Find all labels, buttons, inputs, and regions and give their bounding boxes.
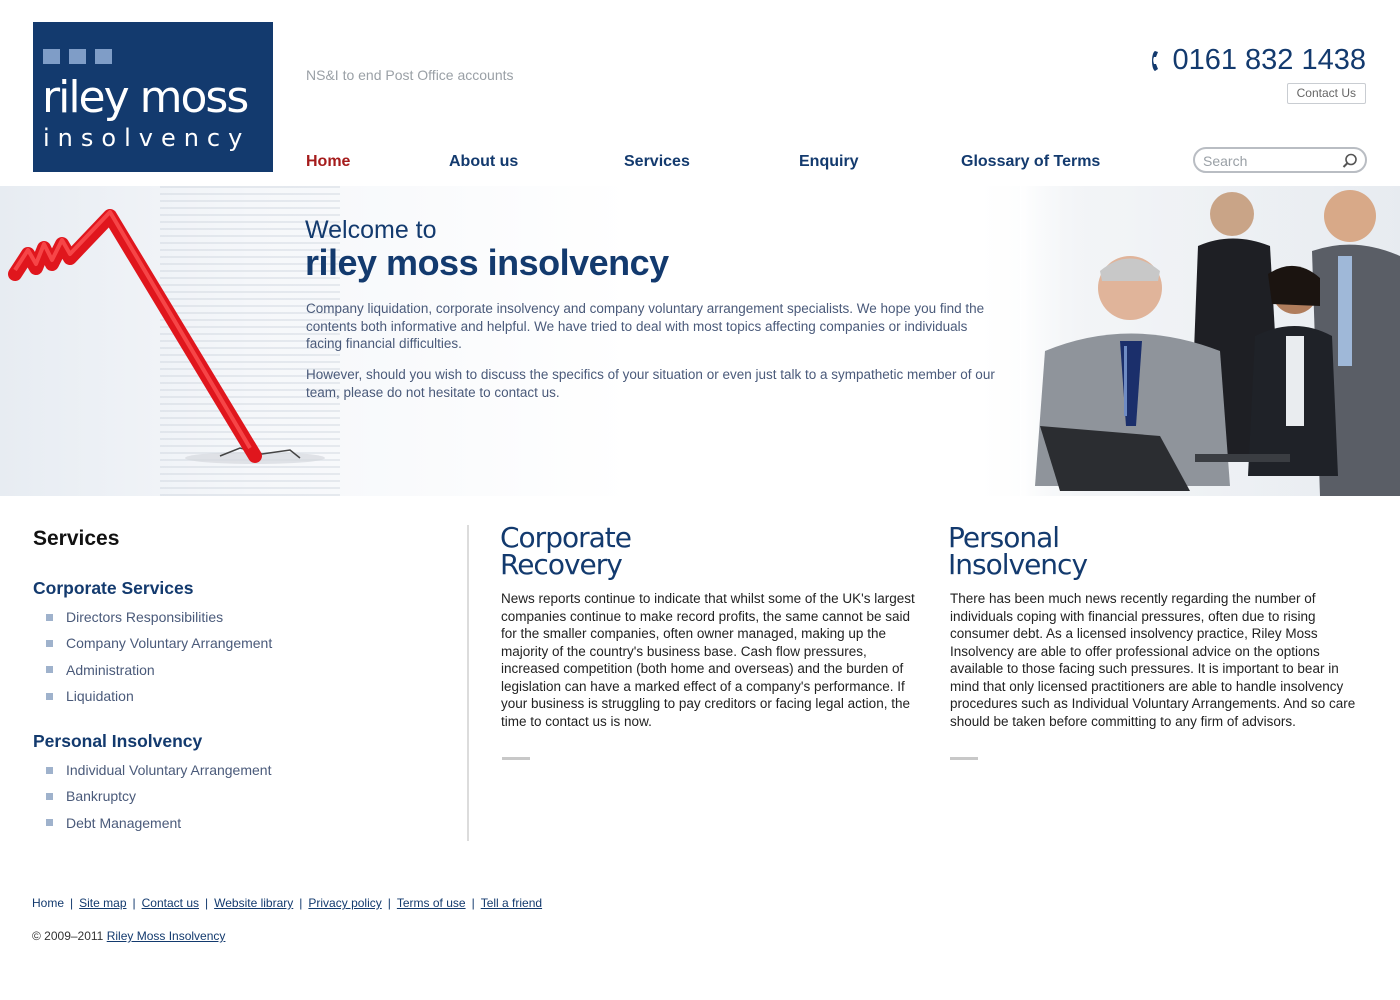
list-item[interactable] xyxy=(46,630,272,656)
personal-insolvency-heading[interactable]: Personal Insolvency xyxy=(33,731,203,751)
column-divider xyxy=(467,525,469,841)
hero-paragraph-contact: However, should you wish to discuss the specifics of your situation or even just talk to a sympathetic member of our team, please do not hesitate to contact us. xyxy=(306,367,995,400)
phone-number-text: 0161 832 1438 xyxy=(1172,44,1366,76)
hero-paragraph-intro: Company liquidation, corporate insolvency and company voluntary arrangement specialists. We hope you find the contents both informative and helpful. We have tried to deal with most topics affecting companies or individuals facing financial difficulties. xyxy=(306,301,985,351)
logo[interactable] xyxy=(33,22,273,172)
copyright xyxy=(32,929,225,943)
title-line: Corporate xyxy=(500,521,631,554)
separator: | xyxy=(299,896,303,910)
services-heading: Services xyxy=(33,527,120,550)
footer-link-privacy-policy[interactable]: Privacy policy xyxy=(308,896,382,910)
hero-banner xyxy=(0,186,1400,496)
news-ticker-headline[interactable]: NS&I to end Post Office accounts xyxy=(306,67,514,83)
list-item[interactable] xyxy=(46,604,272,630)
service-link[interactable]: Bankruptcy xyxy=(66,788,137,805)
footer-link-site-map[interactable]: Site map xyxy=(79,896,127,910)
search-icon[interactable] xyxy=(1341,152,1359,170)
article-divider xyxy=(502,757,530,760)
list-item[interactable] xyxy=(46,810,271,836)
service-link[interactable]: Directors Responsibilities xyxy=(66,609,224,626)
title-line: Insolvency xyxy=(948,548,1088,581)
service-link[interactable]: Individual Voluntary Arrangement xyxy=(66,762,272,779)
copyright-text: © 2009–2011 xyxy=(32,929,104,943)
nav-item-glossary[interactable]: Glossary of Terms xyxy=(961,153,1101,170)
square-bullet-icon xyxy=(46,767,53,774)
footer-link-terms-of-use[interactable]: Terms of use xyxy=(396,896,466,910)
footer-link-contact-us[interactable]: Contact us xyxy=(141,896,199,910)
list-item[interactable] xyxy=(46,657,272,683)
phone-icon xyxy=(1150,49,1166,73)
article-divider xyxy=(950,757,978,760)
corporate-services-list xyxy=(46,604,272,709)
logo-square-icon xyxy=(69,49,86,64)
footer-link-tell-a-friend[interactable]: Tell a friend xyxy=(480,896,543,910)
contact-us-button[interactable]: Contact Us xyxy=(1287,83,1366,104)
logo-square-icon xyxy=(95,49,112,64)
list-item[interactable] xyxy=(46,783,271,809)
separator: | xyxy=(387,896,391,910)
corporate-recovery-body: News reports continue to indicate that whilst some of the UK's largest companies continue to make record profits, the same cannot be said for the smaller companies, often owner managed, making up the majority of the country's business base. Cash flow pressures, increased competition (both home and overseas) and the burden of legislation can have a marked effect of a company's performance. If your business is struggling to pay creditors or facing legal action, the time to contact us is now. xyxy=(501,591,915,729)
personal-insolvency-body: There has been much news recently regarding the number of individuals coping with financial pressures, often due to rising consumer debt. As a licensed insolvency practice, Riley Moss Insolvency are able to offer professional advice on the options available to those facing such pressures. It is important to bear in mind that only licensed practitioners are able to handle insolvency procedures such as Individual Voluntary Arrangements. And so care should be taken before committing to any firm of advisors. xyxy=(950,591,1356,729)
phone-number xyxy=(1150,44,1366,77)
square-bullet-icon xyxy=(46,666,53,673)
separator: | xyxy=(132,896,136,910)
square-bullet-icon xyxy=(46,693,53,700)
hero-heading: riley moss insolvency xyxy=(305,242,669,283)
square-bullet-icon xyxy=(46,793,53,800)
square-bullet-icon xyxy=(46,640,53,647)
footer-link-website-library[interactable]: Website library xyxy=(214,896,294,910)
hero-welcome-line: Welcome to xyxy=(305,216,437,244)
personal-insolvency-title[interactable] xyxy=(948,521,1088,581)
square-bullet-icon xyxy=(46,819,53,826)
nav-item-home[interactable]: Home xyxy=(306,153,351,170)
separator: | xyxy=(205,896,209,910)
service-link[interactable]: Company Voluntary Arrangement xyxy=(66,635,273,652)
service-link[interactable]: Administration xyxy=(66,661,155,678)
nav-item-about-us[interactable]: About us xyxy=(449,153,519,170)
business-team-photo xyxy=(1020,186,1400,496)
corporate-recovery-title[interactable] xyxy=(500,521,631,581)
footer-links xyxy=(32,896,542,910)
logo-square-icon xyxy=(43,49,60,64)
service-link[interactable]: Liquidation xyxy=(66,688,134,705)
nav-item-enquiry[interactable]: Enquiry xyxy=(799,153,859,170)
service-link[interactable]: Debt Management xyxy=(66,814,182,831)
falling-graph-arrow-image xyxy=(0,186,330,486)
title-line: Personal xyxy=(948,521,1060,554)
list-item[interactable] xyxy=(46,683,272,709)
square-bullet-icon xyxy=(46,614,53,621)
logo-subtitle: insolvency xyxy=(43,124,251,152)
search-box xyxy=(1193,147,1367,173)
separator: | xyxy=(70,896,74,910)
title-line: Recovery xyxy=(500,548,622,581)
nav-item-services[interactable]: Services xyxy=(624,153,690,170)
search-input[interactable] xyxy=(1203,152,1338,170)
footer-link-home[interactable]: Home xyxy=(32,896,65,910)
separator: | xyxy=(471,896,475,910)
personal-services-list xyxy=(46,757,271,836)
copyright-link[interactable]: Riley Moss Insolvency xyxy=(106,929,226,943)
corporate-services-heading[interactable]: Corporate Services xyxy=(33,578,194,598)
list-item[interactable] xyxy=(46,757,271,783)
logo-name: riley moss xyxy=(42,72,248,123)
